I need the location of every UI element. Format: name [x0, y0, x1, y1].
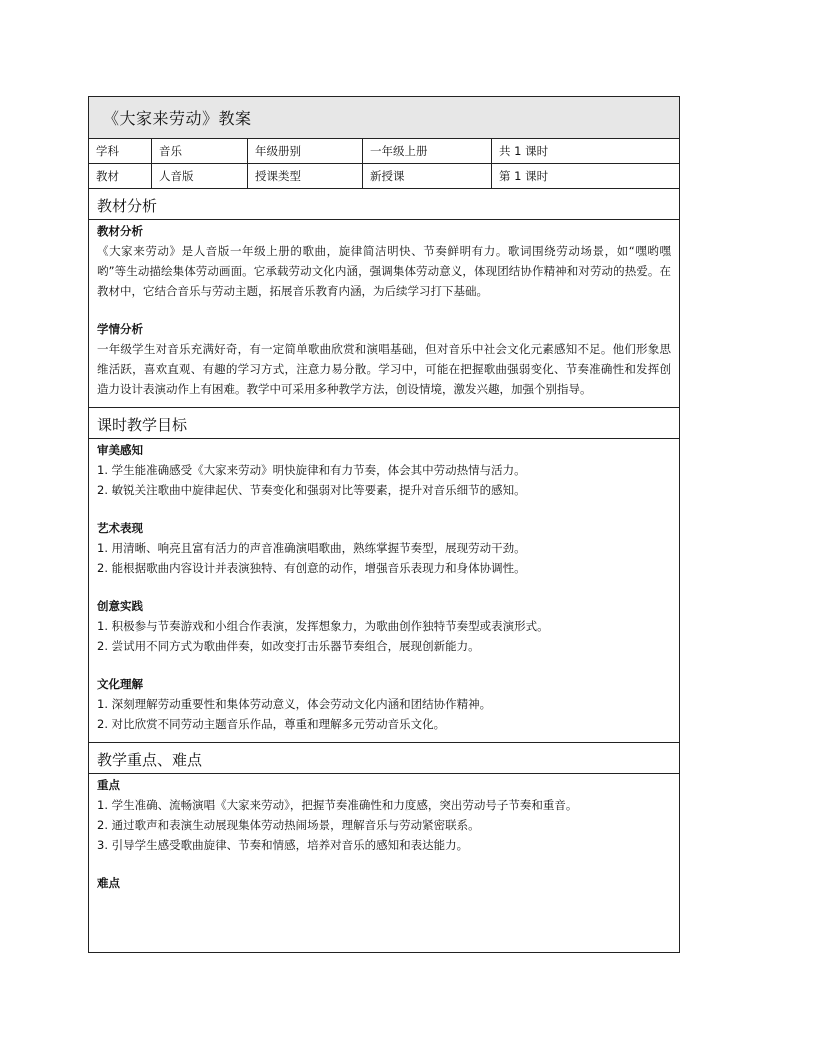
document-title: 《大家来劳动》教案 [89, 97, 679, 139]
list-item: 2. 尝试用不同方式为歌曲伴奏，如改变打击乐器节奏组合，展现创新能力。 [97, 639, 480, 653]
section-body-analysis [89, 220, 679, 408]
info-cell: 学科 [89, 139, 152, 163]
list-item: 3. 引导学生感受歌曲旋律、节奏和情感，培养对音乐的感知和表达能力。 [97, 838, 469, 852]
section-body-focus [89, 774, 679, 901]
info-cell: 授课类型 [248, 164, 363, 188]
subheading-key: 重点 [97, 778, 120, 792]
subheading-difficulty: 难点 [97, 876, 120, 890]
info-cell: 第 1 课时 [499, 169, 549, 183]
list-item: 1. 积极参与节奏游戏和小组合作表演，发挥想象力，为歌曲创作独特节奏型或表演形式。 [97, 619, 549, 633]
section-heading-focus: 教学重点、难点 [89, 743, 679, 774]
info-cell: 音乐 [152, 139, 248, 163]
list-item: 2. 能根据歌曲内容设计并表演独特、有创意的动作，增强音乐表现力和身体协调性。 [97, 561, 526, 575]
goal-group-title: 文化理解 [97, 677, 143, 691]
info-row-2 [89, 164, 679, 189]
list-item: 2. 对比欣赏不同劳动主题音乐作品，尊重和理解多元劳动音乐文化。 [97, 717, 446, 731]
info-row-1 [89, 139, 679, 164]
section-heading-goals: 课时教学目标 [89, 408, 679, 439]
info-cell: 新授课 [363, 164, 492, 188]
list-item: 1. 用清晰、响亮且富有活力的声音准确演唱歌曲，熟练掌握节奏型，展现劳动干劲。 [97, 541, 526, 555]
goal-group-title: 艺术表现 [97, 521, 143, 535]
info-cell: 年级册别 [248, 139, 363, 163]
info-cell: 教材 [89, 164, 152, 188]
goal-group-title: 审美感知 [97, 443, 143, 457]
info-cell: 人音版 [152, 164, 248, 188]
list-item: 1. 学生能准确感受《大家来劳动》明快旋律和有力节奏，体会其中劳动热情与活力。 [97, 463, 526, 477]
section-body-goals [89, 439, 679, 743]
lesson-plan-table [88, 96, 680, 953]
info-cell: 一年级上册 [363, 139, 492, 163]
subheading-material: 教材分析 [97, 224, 143, 238]
paragraph-student: 一年级学生对音乐充满好奇，有一定简单歌曲欣赏和演唱基础，但对音乐中社会文化元素感知不足。他们形象思维活跃，喜欢直观、有趣的学习方式，注意力易分散。学习中，可能在把握歌曲强弱变化、节奏准确性和发挥创造力设计表演动作上有困难。教学中可采用多种教学方法，创设情境，激发兴趣，加强个别指导。 [97, 342, 671, 396]
info-cell: 共 1 课时 [499, 144, 549, 158]
paragraph-material: 《大家来劳动》是人音版一年级上册的歌曲，旋律简洁明快、节奏鲜明有力。歌词围绕劳动场景，如“嘿哟嘿哟”等生动描绘集体劳动画面。它承载劳动文化内涵，强调集体劳动意义，体现团结协作精神和对劳动的热爱。在教材中，它结合音乐与劳动主题，拓展音乐教育内涵，为后续学习打下基础。 [97, 244, 671, 298]
section-heading-analysis: 教材分析 [89, 189, 679, 220]
subheading-student: 学情分析 [97, 322, 143, 336]
list-item: 1. 学生准确、流畅演唱《大家来劳动》，把握节奏准确性和力度感，突出劳动号子节奏和重音。 [97, 798, 578, 812]
list-item: 2. 敏锐关注歌曲中旋律起伏、节奏变化和强弱对比等要素，提升对音乐细节的感知。 [97, 483, 526, 497]
goal-group-title: 创意实践 [97, 599, 143, 613]
list-item: 2. 通过歌声和表演生动展现集体劳动热闹场景，理解音乐与劳动紧密联系。 [97, 818, 480, 832]
list-item: 1. 深刻理解劳动重要性和集体劳动意义，体会劳动文化内涵和团结协作精神。 [97, 697, 492, 711]
